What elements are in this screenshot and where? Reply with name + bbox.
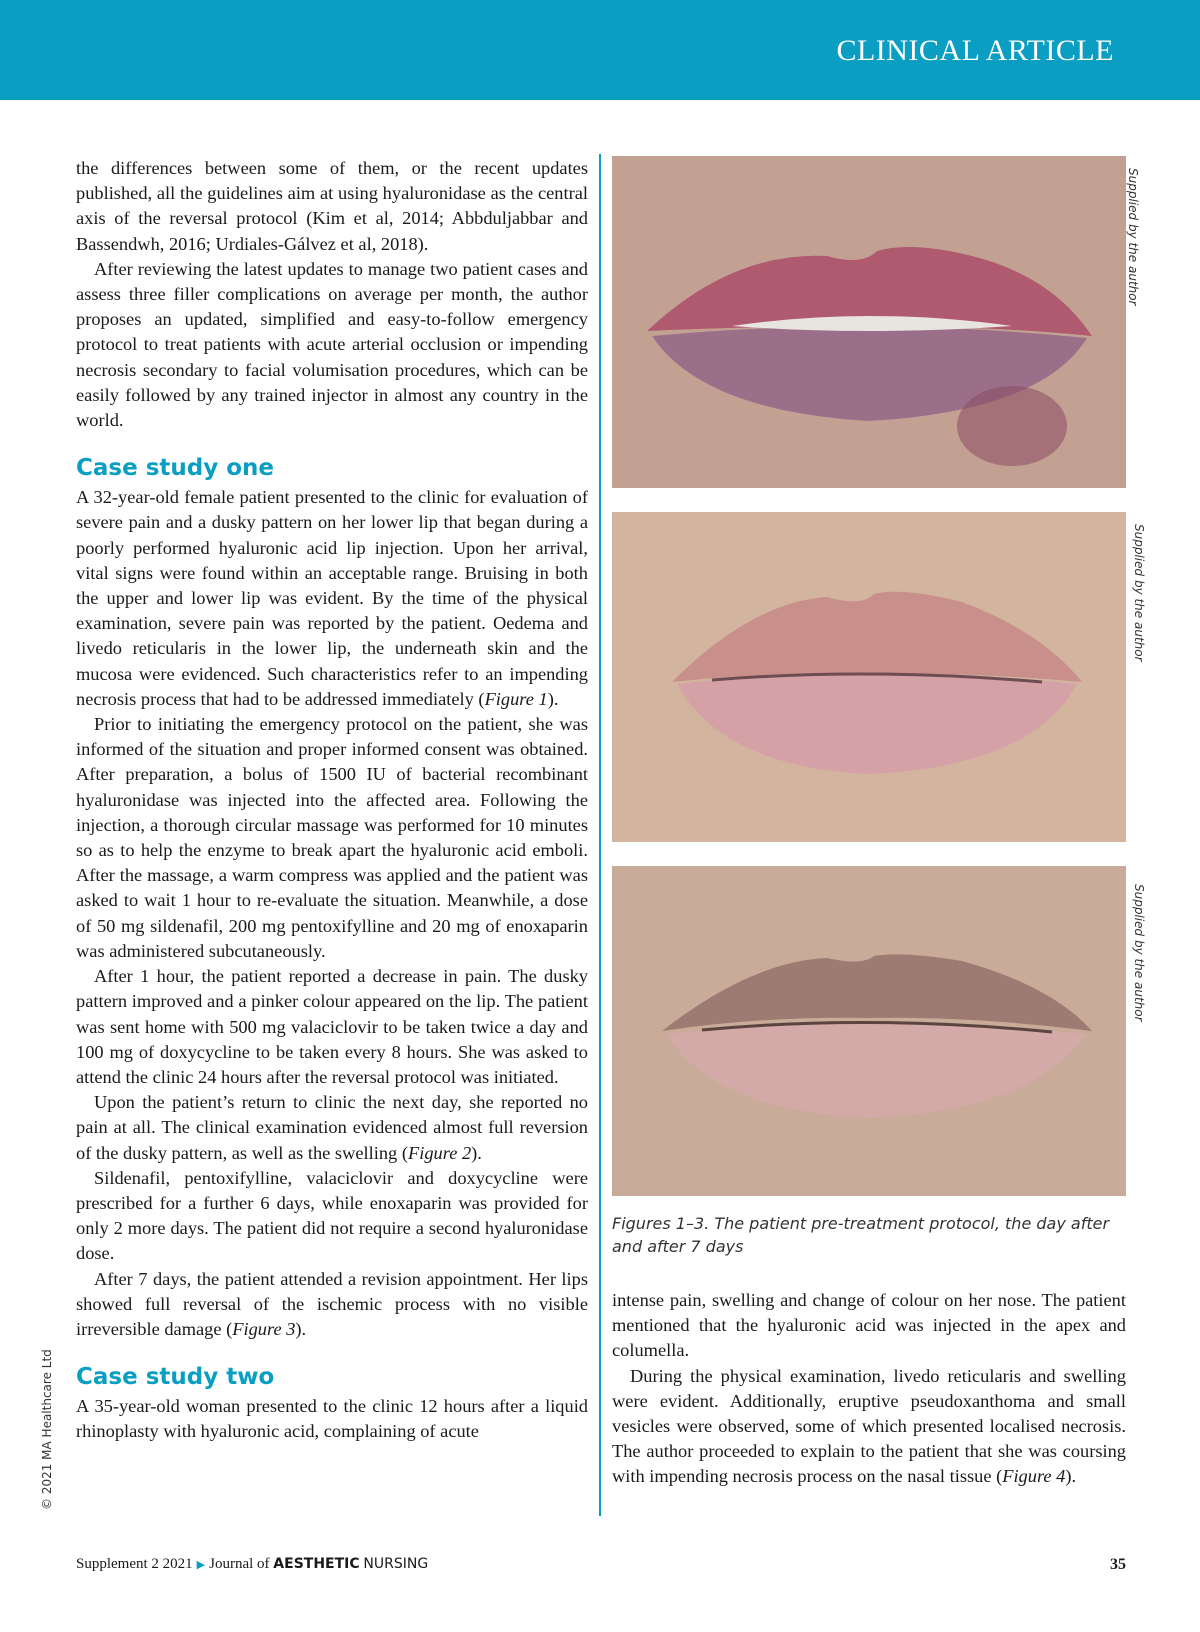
footer-journal-line: [76, 1556, 428, 1573]
header-bar: [0, 0, 1200, 100]
triangle-icon: ▶: [196, 1559, 206, 1571]
figure-ref[interactable]: Figure 4: [1002, 1466, 1066, 1487]
section-label: CLINICAL ARTICLE: [836, 34, 1114, 67]
supplement-label: Supplement 2 2021: [76, 1556, 193, 1572]
left-column: [76, 156, 588, 1445]
paragraph: During the physical examination, livedo reticularis and swelling were evident. Additionally, eruptive pseudoxanthoma and small vesicles were observed, some of which presented localised necrosis. The author proceeded to explain to the patient that she was coursing with impending necrosis process on the nasal tissue (Figure 4).: [612, 1365, 1126, 1487]
copyright-notice: © 2021 MA Healthcare Ltd: [40, 1349, 54, 1510]
page-footer: [76, 1556, 1126, 1580]
journal-name-suffix: NURSING: [363, 1556, 429, 1572]
journal-prefix: Journal of: [209, 1556, 270, 1572]
right-column: [612, 1288, 1126, 1490]
figure-2-photo: [612, 512, 1126, 842]
paragraph: A 32-year-old female patient presented to the clinic for evaluation of severe pain and a dusky pattern on her lower lip that began during a poorly performed hyaluronic acid lip injection. Upon her arrival, vital signs were found within an acceptable range. Bruising in both the upper and lower lip was evident. By the time of the physical examination, severe pain was reported by the patient. Oedema and livedo reticularis in the lower lip, the underneath skin and the mucosa were evidenced. Such characteristics refer to an impending necrosis process that had to be addressed immediately (Figure 1).: [76, 487, 588, 709]
figure-ref[interactable]: Figure 3: [232, 1318, 296, 1339]
paragraph: After reviewing the latest updates to manage two patient cases and assess three filler complications on average per month, the author proposes an updated, simplified and easy-to-follow emergency protocol to treat patients with acute arterial occlusion or impending necrosis secondary to facial volumisation procedures, which can be easily followed by any trained injector in almost any country in the world.: [76, 258, 588, 431]
paragraph: the differences between some of them, or the recent updates published, all the guidelines aim at using hyaluronidase as the central axis of the reversal protocol (Kim et al, 2014; Abbduljabbar and Bassendwh, 2016; Urdiales-Gálvez et al, 2018).: [76, 158, 588, 254]
figure-3-photo: [612, 866, 1126, 1196]
section-heading: Case study one: [76, 455, 274, 482]
column-divider: [599, 154, 601, 1516]
paragraph: After 1 hour, the patient reported a decrease in pain. The dusky pattern improved and a pinker colour appeared on the lip. The patient was sent home with 500 mg valaciclovir to be taken twice a day and 100 mg of doxycycline to be taken every 8 hours. She was asked to attend the clinic 24 hours after the reversal protocol was initiated.: [76, 966, 588, 1087]
figure-caption: Figures 1–3. The patient pre-treatment protocol, the day after and after 7 days: [612, 1214, 1110, 1256]
paragraph: intense pain, swelling and change of colour on her nose. The patient mentioned that the hyaluronic acid was injected in the apex and columella.: [612, 1290, 1126, 1361]
photo-credit: Supplied by the author: [1126, 168, 1140, 306]
paragraph: A 35-year-old woman presented to the clinic 12 hours after a liquid rhinoplasty with hyaluronic acid, complaining of acute: [76, 1396, 588, 1442]
figure-ref[interactable]: Figure 1: [484, 688, 548, 709]
photo-credit: Supplied by the author: [1132, 524, 1146, 662]
journal-name-bold: AESTHETIC: [273, 1556, 360, 1572]
paragraph: Sildenafil, pentoxifylline, valaciclovir and doxycycline were prescribed for a further 6 days, while enoxaparin was provided for only 2 more days. The patient did not require a second hyaluronidase dose.: [76, 1167, 588, 1264]
page-number: 35: [1110, 1556, 1126, 1573]
section-heading: Case study two: [76, 1364, 275, 1391]
figure-1-photo: [612, 156, 1126, 488]
paragraph: Prior to initiating the emergency protocol on the patient, she was informed of the situation and proper informed consent was obtained. After preparation, a bolus of 1500 IU of bacterial recombinant hyaluronidase was injected into the affected area. Following the injection, a thorough circular massage was performed for 10 minutes so as to help the enzyme to break apart the hyaluronic acid emboli. After the massage, a warm compress was applied and the patient was asked to wait 1 hour to re-evaluate the situation. Meanwhile, a dose of 50 mg sildenafil, 200 mg pentoxifylline and 20 mg of enoxaparin was administered subcutaneously.: [76, 714, 588, 961]
paragraph: After 7 days, the patient attended a revision appointment. Her lips showed full reversal of the ischemic process with no visible irreversible damage (Figure 3).: [76, 1268, 588, 1339]
photo-credit: Supplied by the author: [1132, 884, 1146, 1022]
paragraph: Upon the patient’s return to clinic the next day, she reported no pain at all. The clinical examination evidenced almost full reversion of the dusky pattern, as well as the swelling (Figure 2).: [76, 1092, 588, 1163]
figure-ref[interactable]: Figure 2: [407, 1142, 472, 1163]
